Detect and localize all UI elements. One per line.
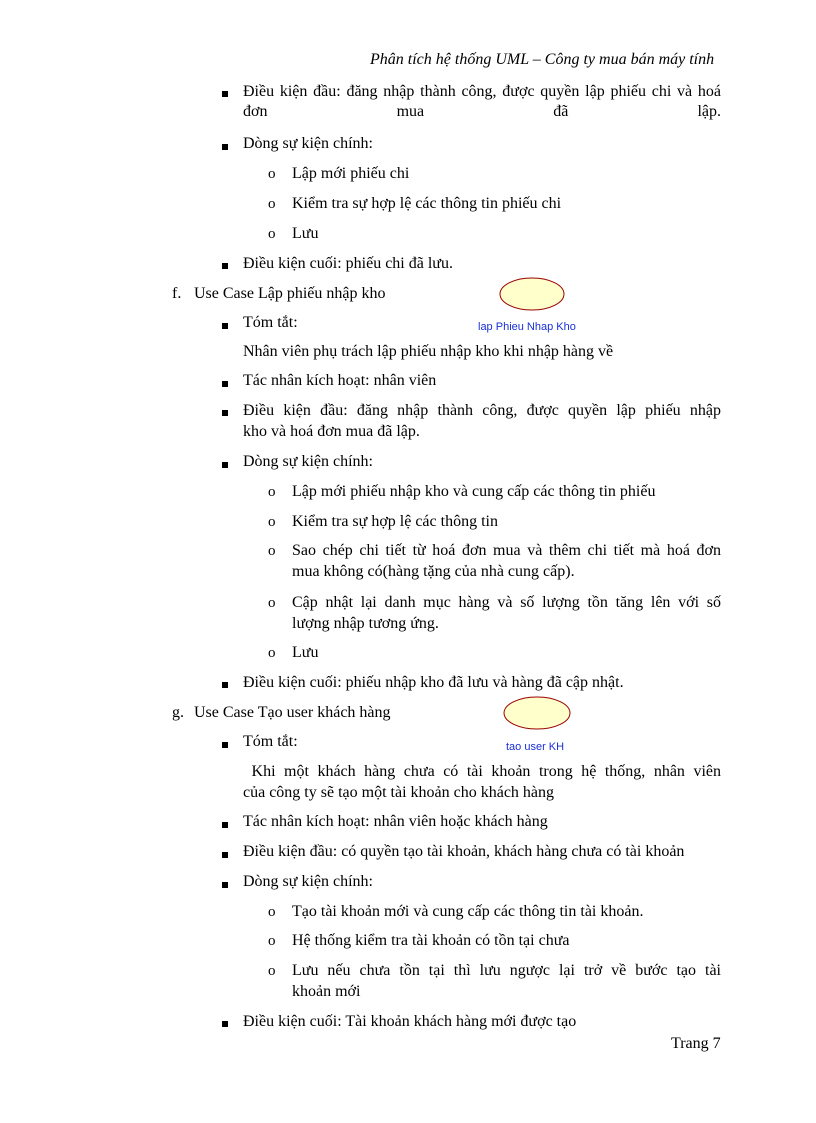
step-item: Lập mới phiếu chi [292, 165, 410, 182]
bullet-circle: o [268, 904, 276, 920]
post-condition: Điều kiện cuối: Tài khoản khách hàng mới được tạo [243, 1013, 577, 1030]
step-item: Kiểm tra sự hợp lệ các thông tin phiếu chi [292, 195, 562, 212]
summary-text: Khi một khách hàng chưa có tài khoản trong hệ thống, nhân viên [243, 763, 721, 780]
bullet-circle: o [268, 595, 276, 611]
step-item: Lưu [292, 644, 319, 661]
pre-condition-line1: Điều kiện đầu: đăng nhập thành công, được quyền lập phiếu chi và hoá đơn mua đã lập. [243, 83, 721, 120]
bullet-square [222, 1021, 228, 1027]
main-flow-heading: Dòng sự kiện chính: [243, 135, 373, 152]
bullet-square [222, 852, 228, 858]
step-item: Kiểm tra sự hợp lệ các thông tin [292, 513, 498, 530]
bullet-square [222, 882, 228, 888]
bullet-square [222, 263, 228, 269]
use-case-label: lap Phieu Nhap Kho [478, 321, 576, 333]
post-condition: Điều kiện cuối: phiếu nhập kho đã lưu và hàng đã cập nhật. [243, 674, 624, 691]
section-title: Use Case Lập phiếu nhập kho [194, 285, 386, 302]
page-number: Trang 7 [671, 1035, 721, 1052]
bullet-square [222, 381, 228, 387]
use-case-ellipse [502, 695, 574, 733]
summary-heading: Tóm tắt: [243, 314, 298, 331]
bullet-square [222, 462, 228, 468]
step-item-cont: khoản mới [292, 983, 361, 1000]
summary-text-cont: của công ty sẽ tạo một tài khoản cho khách hàng [243, 784, 555, 801]
pre-condition: Điều kiện đầu: có quyền tạo tài khoản, khách hàng chưa có tài khoản [243, 843, 685, 860]
bullet-circle: o [268, 196, 276, 212]
step-item: Hệ thống kiểm tra tài khoản có tồn tại chưa [292, 932, 570, 949]
step-item: Cập nhật lại danh mục hàng và số lượng tồn tăng lên với số [292, 594, 721, 611]
actor-line: Tác nhân kích hoạt: nhân viên hoặc khách hàng [243, 813, 548, 830]
pre-condition-line1: Điều kiện đầu: đăng nhập thành công, được quyền lập phiếu nhập [243, 402, 721, 419]
post-condition: Điều kiện cuối: phiếu chi đã lưu. [243, 255, 453, 272]
bullet-square [222, 323, 228, 329]
bullet-square [222, 91, 228, 97]
page-header: Phân tích hệ thống UML – Công ty mua bán máy tính [370, 51, 715, 68]
step-item: Tạo tài khoản mới và cung cấp các thông tin tài khoản. [292, 903, 644, 920]
main-flow-heading: Dòng sự kiện chính: [243, 453, 373, 470]
bullet-circle: o [268, 514, 276, 530]
bullet-circle: o [268, 166, 276, 182]
step-item: Sao chép chi tiết từ hoá đơn mua và thêm chi tiết mà hoá đơn [292, 542, 721, 559]
bullet-circle: o [268, 933, 276, 949]
bullet-circle: o [268, 543, 276, 559]
bullet-circle: o [268, 645, 276, 661]
bullet-square [222, 682, 228, 688]
actor-line: Tác nhân kích hoạt: nhân viên [243, 372, 437, 389]
bullet-circle: o [268, 226, 276, 242]
summary-heading: Tóm tắt: [243, 733, 298, 750]
use-case-ellipse [498, 276, 568, 314]
pre-condition-line2: kho và hoá đơn mua đã lập. [243, 423, 420, 440]
main-flow-heading: Dòng sự kiện chính: [243, 873, 373, 890]
bullet-square [222, 144, 228, 150]
step-item: Lưu [292, 225, 319, 242]
step-item: Lưu nếu chưa tồn tại thì lưu ngược lại trở về bước tạo tài [292, 962, 721, 979]
step-item-cont: mua không có(hàng tặng của nhà cung cấp). [292, 563, 575, 580]
bullet-square [222, 822, 228, 828]
step-item: Lập mới phiếu nhập kho và cung cấp các thông tin phiếu [292, 483, 656, 500]
section-marker: f. [172, 285, 182, 302]
section-title: Use Case Tạo user khách hàng [194, 704, 391, 721]
summary-text: Nhân viên phụ trách lập phiếu nhập kho khi nhập hàng về [243, 343, 614, 360]
bullet-square [222, 742, 228, 748]
bullet-circle: o [268, 963, 276, 979]
use-case-label: tao user KH [506, 741, 565, 753]
bullet-circle: o [268, 484, 276, 500]
section-marker: g. [172, 704, 184, 721]
bullet-square [222, 410, 228, 416]
step-item-cont: lượng nhập tương ứng. [292, 615, 439, 632]
